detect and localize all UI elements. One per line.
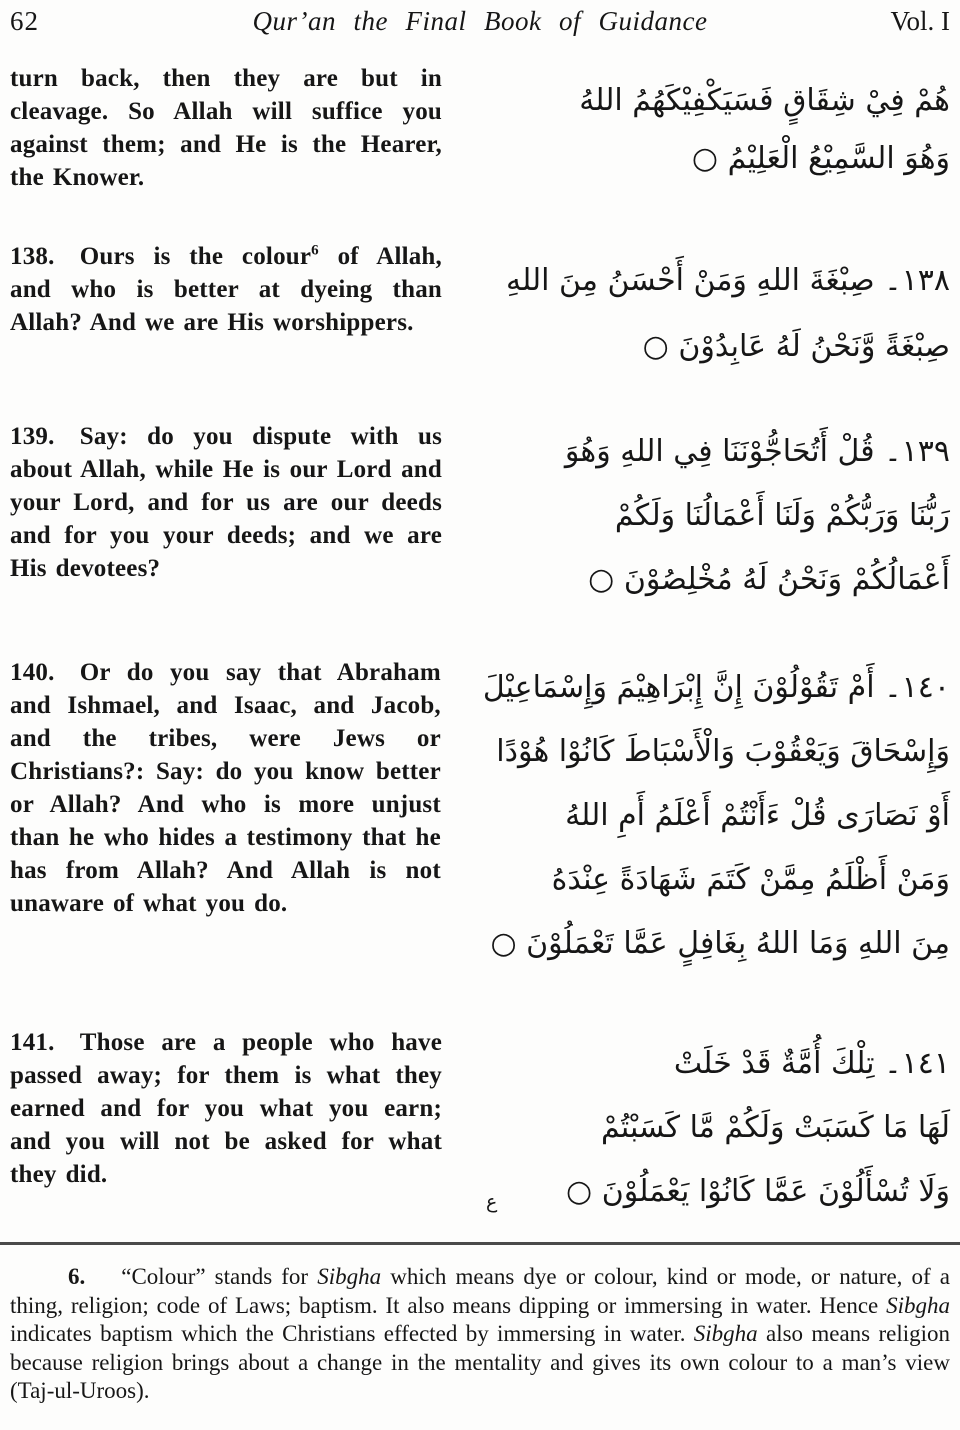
footnote-number: 6. [68, 1264, 86, 1289]
verse-row [10, 1026, 950, 1224]
verse-row [10, 656, 950, 976]
arabic-line: وَإِسْحَاقَ وَيَعْقُوْبَ وَالْأَسْبَاطَ كَانُوْا هُوْدًا [496, 734, 950, 769]
footnote-text-segment: also means religion because religion brings about a change in the mentality and gives its own colour to a man’s view (Taj-ul-Uroos). [10, 1321, 950, 1403]
footnote-term: Sibgha [886, 1292, 950, 1318]
english-text-segment: 139. Say: do you dispute with us about Allah, while He is our Lord and your Lord, and for us are our deeds and for you your deeds; and we are His devotees? [10, 423, 442, 582]
arabic-line: ١٤٠۔ أَمْ تَقُوْلُوْنَ إِنَّ إِبْرَاهِيْمَ وَإِسْمَاعِيْلَ [482, 670, 950, 705]
english-text-segment: turn back, then they are but in cleavage. So Allah will suffice you against them; and He is the Hearer, the Knower. [10, 65, 442, 191]
verse-english-text [10, 240, 442, 339]
footnote-term: Sibgha [317, 1264, 382, 1289]
verse-row [10, 240, 950, 380]
page-number: 62 [10, 6, 39, 36]
arabic-line: وَمَنْ أَظْلَمُ مِمَّنْ كَتَمَ شَهَادَةً عِنْدَهُ [551, 862, 950, 897]
volume-label: Vol. I [890, 6, 950, 36]
page-header [10, 0, 950, 36]
footnote-text-segment: indicates baptism which the Christians effected by immersing in water. [10, 1321, 694, 1346]
verse-english-text [10, 420, 442, 585]
verse-arabic-text [484, 240, 950, 380]
arabic-line: ١٣٩۔ قُلْ أَتُحَاجُّوْنَنَا فِي اللهِ وَهُوَ [564, 434, 950, 469]
english-text-segment: 141. Those are a people who have passed away; for them is what they earned and for you what you earn; and you will not be asked for what they did. [10, 1029, 442, 1188]
arabic-line: أَعْمَالُكُمْ وَنَحْنُ لَهُ مُخْلِصُوْنَ ○ [588, 562, 950, 597]
ruku-marker: ع [486, 1191, 498, 1213]
verse-row [10, 62, 950, 194]
footnote-text-segment: “Colour” stands for [121, 1264, 318, 1289]
verse-english-text [10, 1026, 442, 1191]
verses-container [10, 62, 950, 1224]
english-text-segment: 138. Ours is the colour [10, 243, 312, 270]
verse-english-text [10, 656, 441, 920]
verse-arabic-text [484, 1026, 950, 1224]
arabic-line: صِبْغَةً وَّنَحْنُ لَهُ عَابِدُوْنَ ○ [642, 329, 950, 364]
english-text-segment: 140. Or do you say that Abraham and Ishmael, and Isaac, and Jacob, and the tribes, were Jews or Christians?: Say: do you know better or Allah? And who is more unjust than he who hides a testimony that he has from Allah? And Allah is not unaware of what you do. [10, 659, 441, 917]
arabic-line: ١٤١۔ تِلْكَ أُمَّةٌ قَدْ خَلَتْ [673, 1046, 950, 1081]
arabic-line: مِنَ اللهِ وَمَا اللهُ بِغَافِلٍ عَمَّا تَعْمَلُوْنَ ○ [490, 926, 950, 961]
arabic-line: هُمْ فِيْ شِقَاقٍ فَسَيَكْفِيْكَهُمُ اللهُ [579, 83, 950, 118]
verse-english-text [10, 62, 442, 194]
arabic-line: وَهُوَ السَّمِيْعُ الْعَلِيْمُ ○ [691, 141, 950, 176]
arabic-line: لَهَا مَا كَسَبَتْ وَلَكُمْ مَّا كَسَبْتُمْ [600, 1110, 950, 1145]
page-title: Qur’an the Final Book of Guidance [252, 6, 708, 36]
arabic-line: وَلَا تُسْأَلُوْنَ عَمَّا كَانُوْا يَعْمَلُوْنَ ○ [566, 1174, 950, 1209]
arabic-line: أَوْ نَصَارَى قُلْ ءَأَنْتُمْ أَعْلَمُ أَمِ اللهُ [565, 798, 950, 833]
footnote-text-segment: which means dye or colour, kind or mode, or nature, of a thing, religion; code of Laws; baptism. It also means dipping or immersing in water. Hence [10, 1264, 950, 1318]
verse-arabic-text [483, 656, 950, 976]
verse-arabic-text [484, 62, 950, 188]
footnote-reference: 6 [311, 242, 319, 259]
footnote-term: Sibgha [693, 1321, 758, 1346]
arabic-line: ١٣٨۔ صِبْغَةَ اللهِ وَمَنْ أَحْسَنُ مِنَ اللهِ [506, 263, 950, 298]
verse-row [10, 420, 950, 612]
footnote-divider [0, 1242, 960, 1245]
verse-arabic-text [484, 420, 950, 612]
english-text-segment: of Allah, and who is better at dyeing than Allah? And we are His worshippers. [10, 243, 442, 336]
footnote [10, 1263, 950, 1406]
arabic-line: رَبُّنَا وَرَبُّكُمْ وَلَنَا أَعْمَالُنَا وَلَكُمْ [614, 498, 950, 533]
